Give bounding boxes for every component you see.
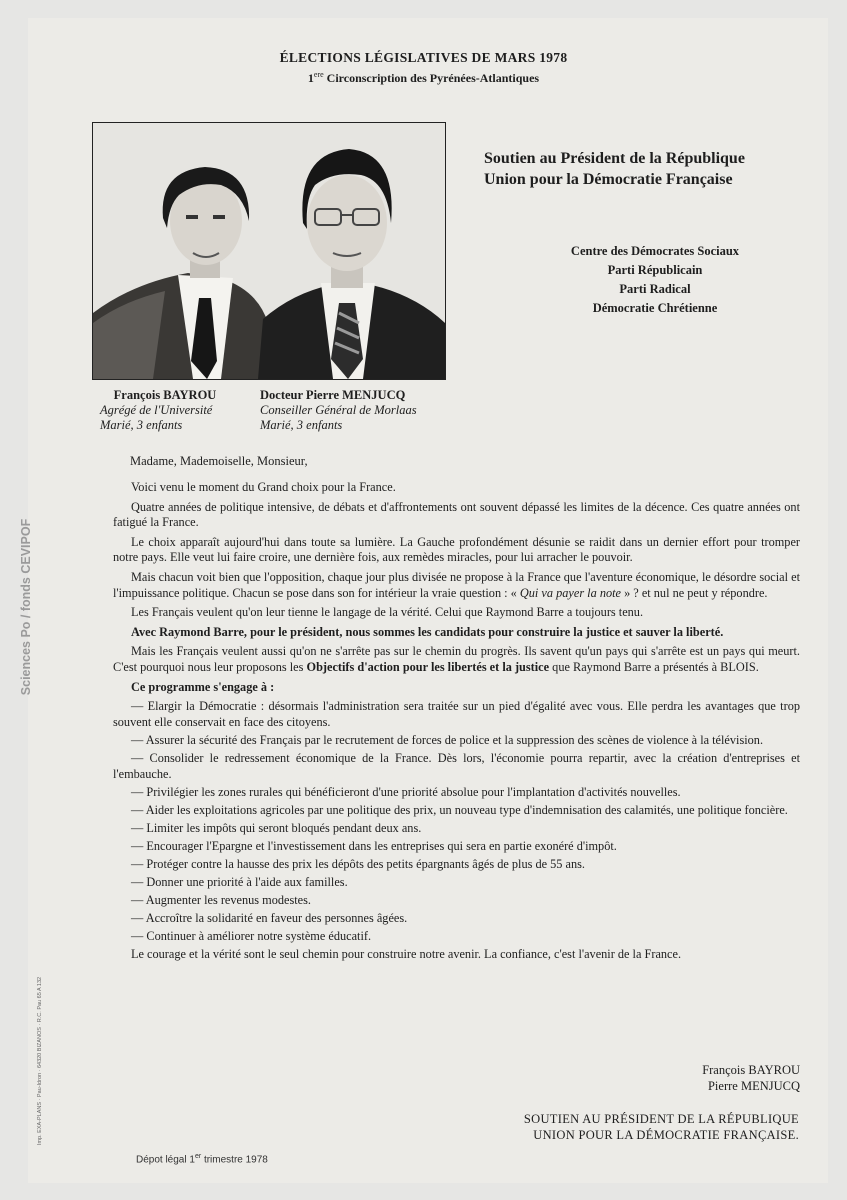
legal-deposit: Dépot légal 1er trimestre 1978 [136,1153,268,1166]
programme-item: — Privilégier les zones rurales qui bénéficieront d'une priorité absolue pour l'implantation d'activités nouvelles. [131,784,681,799]
party-item: Centre des Démocrates Sociaux [570,244,740,258]
candidate-title: Agrégé de l'Université [100,403,213,417]
programme-item: — Accroître la solidarité en faveur des personnes âgées. [131,911,408,926]
programme-item: — Assurer la sécurité des Français par le recrutement de forces de police et la suppression des scènes de violence à la télévision. [131,732,764,747]
signatures [600,1062,800,1094]
paragraph: Quatre années de politique intensive, de débats et d'affrontements ont souvent dépassé les limites de la décence. Ces quatre années ont fatigué la France. [113,499,800,530]
party-list [520,242,790,318]
programme-item: — Protéger contre la hausse des prix les dépôts des petits épargnants âgés de plus de 55 ans. [131,856,585,871]
party-item: Parti Républicain [607,263,703,277]
party-item: Parti Radical [619,282,691,296]
programme-item: — Augmenter les revenus modestes. [131,893,311,908]
paragraph: Le choix apparaît aujourd'hui dans toute sa lumière. La Gauche profondément désunie se raidit dans un dernier effort pour tromper notre pays. Elle veut lui faire croire, une dernière fois, aux remèdes miracles, pour lui arracher le pouvoir. [113,534,800,565]
candidate-family: Marié, 3 enfants [260,418,343,432]
programme-item: — Aider les exploitations agricoles par une politique des prix, un nouveau type d'indemnisation des calamités, une politique foncière. [131,802,788,817]
constituency-subtitle: 1ere Circonscription des Pyrénées-Atlantiques [307,70,540,85]
footer-slogan: SOUTIEN AU PRÉSIDENT DE LA RÉPUBLIQUE UNION POUR LA DÉMOCRATIE FRANÇAISE. [523,1112,799,1142]
programme-heading: Ce programme s'engage à : [131,679,275,694]
signature: François BAYROU [702,1063,800,1077]
candidate-family: Marié, 3 enfants [100,418,183,432]
salutation: Madame, Mademoiselle, Monsieur, [130,454,308,468]
printer-imprint: Imp. EXA-PLANS · Pau-Idron · 64320 BIZANOS · R.C. Pau 65 A 132 [37,976,43,1146]
programme-item: — Continuer à améliorer notre système éducatif. [131,929,372,944]
election-title: ÉLECTIONS LÉGISLATIVES DE MARS 1978 [279,50,568,65]
party-item: Démocratie Chrétienne [592,301,718,315]
candidates-photo [92,122,446,380]
paragraph: Mais les Français veulent aussi qu'on ne s'arrête pas sur le chemin du progrès. Ils savent qu'un pays qui s'arrête est un pays qui meurt. C'est pourquoi nous leur proposons les Objectifs d'action pour les libertés et la justice que Raymond Barre a présentés à BLOIS. [113,644,800,674]
programme-item: — Elargir la Démocratie : désormais l'administration sera traitée sur un pied d'égalité avec vous. Elle perdra les avantages que trop souvent elle conservait en face des citoyens. [113,699,800,729]
paragraph: Voici venu le moment du Grand choix pour la France. [131,480,396,494]
programme-item: — Encourager l'Epargne et l'investissement dans les entreprises qui sera en partie exonéré d'impôt. [131,838,617,853]
candidate-title: Conseiller Général de Morlaas [260,403,417,417]
candidate-name: François BAYROU [113,388,217,402]
closing-paragraph: Le courage et la vérité sont le seul chemin pour construire notre avenir. La confiance, c'est l'avenir de la France. [131,947,682,962]
programme-item: — Consolider le redressement économique de la France. Dès lors, l'économie pourra repartir, avec la création d'entreprises et l'embauche. [113,750,800,781]
candidate-menjucq [260,388,460,433]
support-slogan: Soutien au Président de la République Union pour la Démocratie Française [484,150,745,188]
programme-item: — Limiter les impôts qui seront bloqués pendant deux ans. [131,820,422,835]
letter-body [113,480,800,967]
candidate-name: Docteur Pierre MENJUCQ [260,388,406,402]
programme-item: — Donner une priorité à l'aide aux familles. [131,875,348,890]
signature: Pierre MENJUCQ [707,1079,800,1093]
paragraph: Les Français veulent qu'on leur tienne le langage de la vérité. Celui que Raymond Barre a toujours tenu. [131,605,644,620]
archive-credit: Sciences Po / fonds CEVIPOF [19,518,33,696]
paragraph-emphasis: Avec Raymond Barre, pour le président, nous sommes les candidats pour construire la justice et sauver la liberté. [131,624,724,639]
paragraph: Mais chacun voit bien que l'opposition, chaque jour plus divisée ne propose à la France que l'aventure économique, le désordre social et l'impuissance politique. Chacun se pose dans son for intérieur la vraie question : « Qui va payer la note » ? et nul ne peut y répondre. [113,569,800,600]
candidate-bayrou [100,388,230,433]
